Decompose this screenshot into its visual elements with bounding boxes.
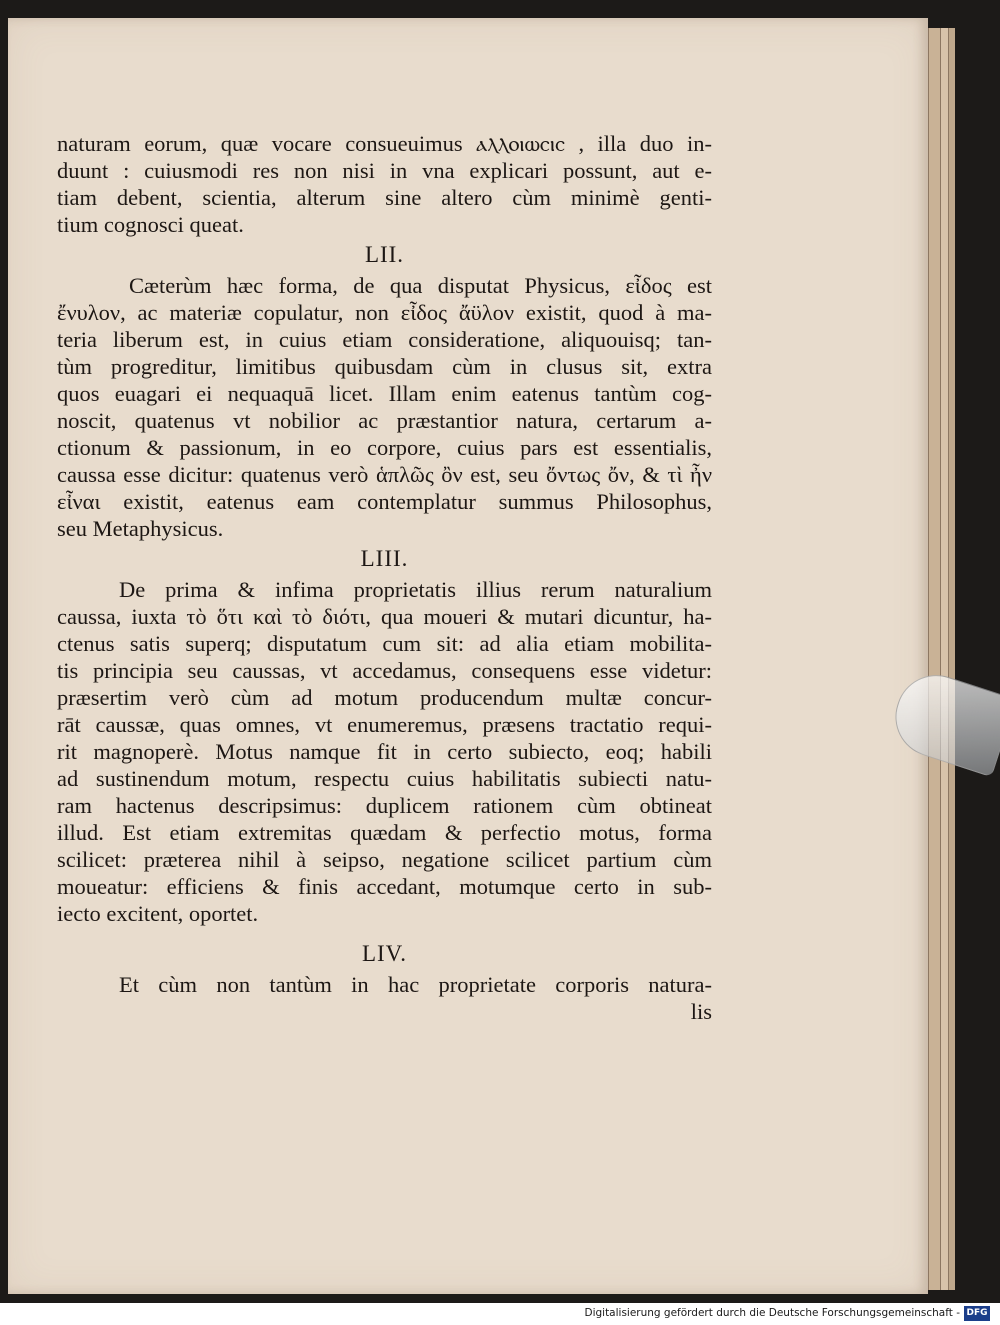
text-line: tis principia seu caussas, vt accedamus, consequens esse videtur: bbox=[57, 658, 712, 683]
text-line: naturam eorum, quæ vocare consueuimus ⲁⲗⲗⲟⲓⲱⲥⲓⲥ , illa duo in- bbox=[57, 131, 712, 156]
text-line: tium cognosci queat. bbox=[57, 212, 244, 237]
text-line: iecto excitent, oportet. bbox=[57, 901, 259, 926]
text-line: tiam debent, scientia, alterum sine altero cùm minimè genti- bbox=[57, 185, 712, 210]
text-line: rit magnoperè. Motus namque fit in certo subiecto, eoq; habili bbox=[57, 739, 712, 764]
footer-credit: Digitalisierung gefördert durch die Deutsche Forschungsgemeinschaft - bbox=[584, 1307, 960, 1319]
text-line: ctionum & passionum, in eo corpore, cuius pars est essentialis, bbox=[57, 435, 712, 460]
text-line: Et cùm non tantùm in hac proprietate corporis natura- bbox=[119, 972, 712, 997]
text-line: duunt : cuiusmodi res non nisi in vna explicari possunt, aut e- bbox=[57, 158, 712, 183]
text-line: ad sustinendum motum, respectu cuius habilitatis subiecti natu- bbox=[57, 766, 712, 791]
text-line: moueatur: efficiens & finis accedant, motumque certo in sub- bbox=[57, 874, 712, 899]
page-edge bbox=[948, 28, 955, 1290]
footer-bar bbox=[0, 1303, 1000, 1325]
text-line: ἔνυλον, ac materiæ copulatur, non εἶδος ἄϋλον existit, quod à ma- bbox=[57, 300, 712, 325]
section-heading: LII. bbox=[364, 242, 405, 267]
page-text bbox=[57, 130, 712, 1025]
text-line: De prima & infima proprietatis illius rerum naturalium bbox=[119, 577, 712, 602]
text-line: noscit, quatenus vt nobilior ac præstantior natura, certarum a- bbox=[57, 408, 712, 433]
dfg-logo: DFG bbox=[964, 1306, 990, 1321]
text-line: rāt caussæ, quas omnes, vt enumeremus, præsens tractatio requi- bbox=[57, 712, 712, 737]
text-line: quos euagari ei nequaquā licet. Illam enim eatenus tantùm cog- bbox=[57, 381, 712, 406]
text-line: Cæterùm hæc forma, de qua disputat Physicus, εἶδος est bbox=[129, 273, 712, 298]
text-line: caussa esse dicitur: quatenus verò ἁπλῶς ὂν est, seu ὄντως ὄν, & τὶ ἦν bbox=[57, 462, 712, 487]
text-line: seu Metaphysicus. bbox=[57, 516, 224, 541]
section-heading: LIV. bbox=[361, 941, 408, 966]
text-line: ram hactenus descripsimus: duplicem rationem cùm obtineat bbox=[57, 793, 712, 818]
text-line: caussa, iuxta τὸ ὅτι καὶ τὸ διότι, qua moueri & mutari dicuntur, ha- bbox=[57, 604, 712, 629]
text-line: tùm progreditur, limitibus quibusdam cùm in clusus sit, extra bbox=[57, 354, 712, 379]
text-line: illud. Est etiam extremitas quædam & perfectio motus, forma bbox=[57, 820, 712, 845]
catchword: lis bbox=[690, 999, 712, 1024]
section-heading: LIII. bbox=[360, 546, 409, 571]
text-line: εἶναι existit, eatenus eam contemplatur summus Philosophus, bbox=[57, 489, 712, 514]
text-line: præsertim verò cùm ad motum producendum multæ concur- bbox=[57, 685, 712, 710]
text-line: ctenus satis superq; disputatum cum sit: ad alia etiam mobilita- bbox=[57, 631, 712, 656]
text-line: teria liberum est, in cuius etiam consideratione, aliquouisq; tan- bbox=[57, 327, 712, 352]
text-line: scilicet: præterea nihil à seipso, negatione scilicet partium cùm bbox=[57, 847, 712, 872]
